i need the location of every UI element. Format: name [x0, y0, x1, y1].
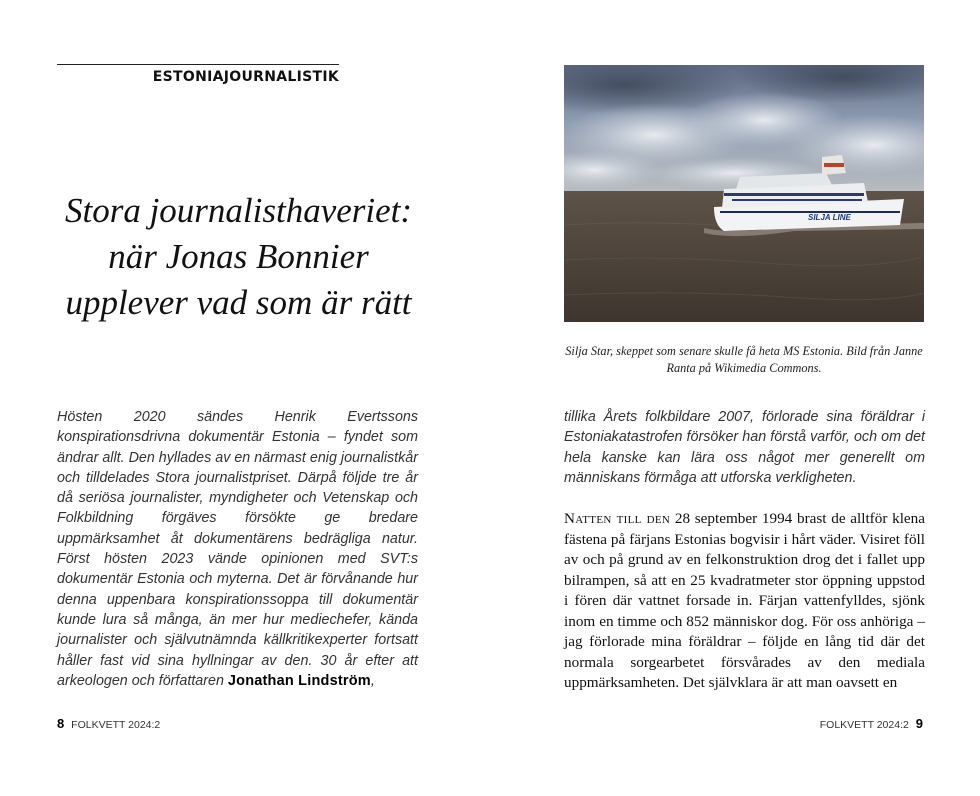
body-opening-smallcaps: Natten till den: [564, 510, 671, 527]
section-label: ESTONIAJOURNALISTIK: [152, 69, 339, 85]
ferry-illustration: [564, 65, 924, 322]
magazine-issue: FOLKVETT 2024:2: [819, 719, 909, 731]
author-name: Jonathan Lindström: [227, 672, 371, 689]
lead-text: Hösten 2020 sändes Henrik Evertssons konspirationsdrivna dokumentär Estonia – fyndet som ändrar allt. Den hyllades av en närmast enig journalistkår och tilldelades Stora journalistpriset. Därpå följde tre år då seriösa journalister, myndigheter och Vetenskap och Folkbildning förgäves försökte ge bredare uppmärksamhet åt dokumentärens bedrägliga natur. Först hösten 2023 vände opinionen med SVT:s dokumentär Estonia och myterna. Det är förvånande hur denna uppenbara konspirationssoppa till dokumentär kunde lura så många, än mer hur mediechefer, kända journalister och självutnämnda källkritikexperter fortsatt håller fast vid sina hyllningar av den. 30 år efter att arkeologen och författaren: [57, 409, 418, 689]
page-folio-right: [820, 716, 923, 731]
right-page: [490, 0, 980, 796]
page-number: 9: [915, 716, 923, 731]
page-number: 8: [57, 716, 65, 731]
page-folio-left: [57, 716, 160, 731]
section-rule: [57, 64, 339, 65]
article-headline: [57, 188, 420, 326]
lead-paragraph-continued: tillika Årets folkbildare 2007, förlorade sina föräldrar i Estoniakatastrofen försöker han förstå varför, och om det hela kanske kan lära oss något mer generellt om människans förmåga att utforska verkligheten.: [564, 409, 925, 486]
headline-line-3: upplever vad som är rätt: [65, 283, 412, 322]
lead-text-end: ,: [370, 672, 375, 689]
headline-line-1: Stora journalisthaveriet:: [64, 191, 413, 230]
photo-caption: Silja Star, skeppet som senare skulle få heta MS Estonia. Bild från Janne Ranta på Wikimedia Commons.: [565, 344, 923, 375]
ship-photo: [564, 65, 924, 322]
body-paragraph: [564, 509, 925, 694]
body-text: 28 september 1994 brast de alltför klena fästena på färjans Estonias bogvisir i hårt väder. Visiret föll av och på grund av en felkonstruktion drog det i fallet upp bilrampen, så att en 25 kvadratmeter stor öppning uppstod i fören där vattnet forsade in. Färjan vattenfylldes, sjönk inom en timme och 852 människor dog. För oss anhöriga – jag förlorade mina föräldrar – följde en lång tid där det normala sorgearbetet försvårades av den mediala uppmärksamheten. Det självklara är att man oavsett en: [564, 510, 925, 691]
ship-name-text: SILJA LINE: [808, 213, 851, 222]
magazine-issue: FOLKVETT 2024:2: [71, 719, 161, 731]
headline-line-2: när Jonas Bonnier: [108, 237, 369, 276]
lead-paragraph: [57, 407, 418, 691]
